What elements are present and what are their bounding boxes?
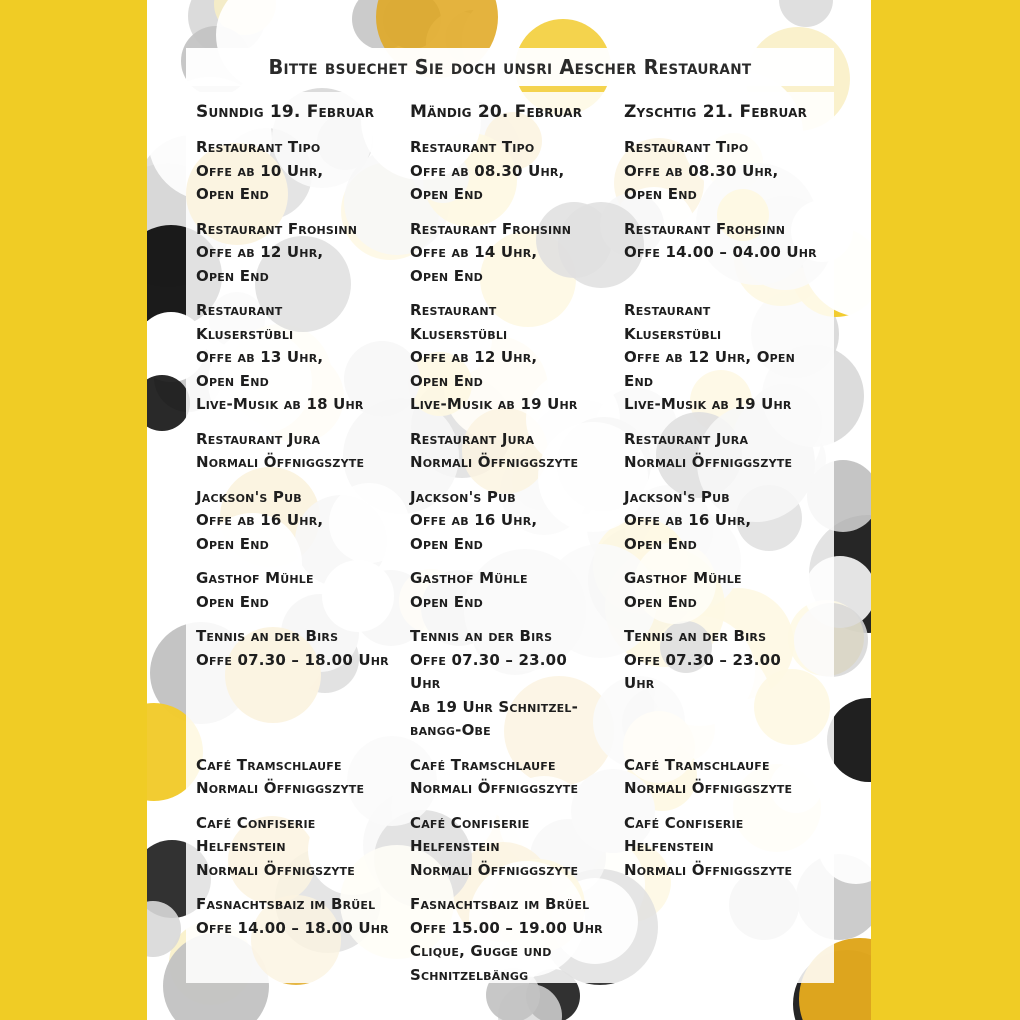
venue-detail: Open End — [624, 534, 697, 553]
venue-detail: Offe ab 13 Uhr, — [196, 348, 324, 366]
venue-detail: Kluserstübli — [410, 324, 508, 343]
menu-cell — [196, 893, 396, 987]
menu-cell — [410, 428, 610, 475]
venue-detail: bangg-Obe — [410, 721, 491, 739]
venue-detail: Ab 19 Uhr Schnitzel- — [410, 697, 578, 716]
venue-detail: Open End — [410, 371, 483, 390]
menu-cell — [624, 218, 824, 289]
venue-detail: Offe 15.00 – 19.00 Uhr — [410, 918, 603, 937]
menu-cell — [410, 625, 610, 743]
venue-detail: Offe 07.30 – 18.00 Uhr — [196, 650, 389, 669]
venue-detail: Offe ab 16 Uhr, — [624, 511, 752, 529]
venue-name: Café Tramschlaufe — [196, 755, 342, 774]
venue-detail: Offe ab 12 Uhr, Open — [624, 348, 796, 366]
menu-cell — [196, 754, 396, 801]
venue-name: Fasnachtsbaiz im Brüel — [196, 895, 376, 913]
venue-detail: Open End — [624, 592, 697, 611]
venue-detail: Clique, Gugge und — [410, 942, 552, 960]
venue-name: Restaurant Jura — [624, 429, 749, 448]
menu-cell — [196, 567, 396, 614]
venue-detail: Normali Öffniggszyte — [624, 453, 793, 471]
venue-detail: Normali Öffniggszyte — [410, 860, 579, 879]
menu-cell — [624, 893, 824, 987]
venue-detail: Offe 14.00 – 04.00 Uhr — [624, 243, 817, 261]
venue-name: Tennis an der Birs — [196, 627, 339, 645]
venue-detail: Open End — [196, 592, 269, 611]
venue-detail: Offe 14.00 – 18.00 Uhr — [196, 918, 389, 937]
venue-detail: Open End — [624, 185, 697, 203]
venue-detail: Open End — [196, 371, 269, 390]
venue-detail: Uhr — [410, 674, 441, 692]
menu-cell — [410, 218, 610, 289]
venue-detail: Offe 07.30 – 23.00 — [624, 650, 781, 669]
venue-name: Café Confiserie — [410, 813, 530, 832]
venue-name: Jackson's Pub — [196, 487, 302, 506]
venue-name: Restaurant Frohsinn — [624, 219, 786, 238]
menu-cell — [196, 625, 396, 743]
venue-detail: Offe ab 16 Uhr, — [410, 511, 538, 529]
venue-name: Tennis an der Birs — [410, 627, 553, 645]
day-header-sunndig: Sunndig 19. Februar — [196, 102, 375, 122]
venue-detail: Open End — [410, 266, 483, 285]
venue-detail: Uhr — [624, 674, 655, 692]
venue-detail: Normali Öffnigszyte — [196, 860, 355, 879]
menu-cell — [196, 486, 396, 557]
menu-cell — [624, 812, 824, 883]
venue-name: Jackson's Pub — [410, 487, 516, 506]
venue-detail: Offe ab 16 Uhr, — [196, 511, 324, 529]
venue-detail: Open End — [196, 266, 269, 285]
venue-detail: Live-Musik ab 19 Uhr — [624, 395, 792, 413]
venue-name: Restaurant Frohsinn — [196, 219, 358, 238]
day-headers — [196, 102, 824, 122]
venue-detail: Kluserstübli — [624, 324, 722, 343]
venue-name: Café Tramschlaufe — [410, 755, 556, 774]
venue-detail: Offe ab 10 Uhr, — [196, 161, 324, 180]
venue-detail: End — [624, 371, 654, 390]
menu-cell — [410, 812, 610, 883]
menu-cell — [196, 218, 396, 289]
menu-cell — [624, 299, 824, 417]
venue-detail: Live-Musik ab 19 Uhr — [410, 395, 578, 413]
venue-detail: Offe ab 14 Uhr, — [410, 243, 538, 261]
venue-detail: Offe ab 12 Uhr, — [410, 348, 538, 366]
title-bar — [186, 48, 834, 86]
venue-name: Restaurant — [196, 301, 283, 319]
venue-name: Restaurant Tipo — [410, 138, 535, 156]
venue-detail: Live-Musik ab 18 Uhr — [196, 395, 364, 413]
menu-cell — [196, 428, 396, 475]
venue-name: Jackson's Pub — [624, 487, 730, 506]
venue-name: Tennis an der Birs — [624, 627, 767, 645]
venue-name: Gasthof Mühle — [410, 569, 528, 587]
venue-detail: Open End — [410, 534, 483, 553]
venue-name: Café Confiserie — [624, 813, 744, 832]
menu-cell — [410, 567, 610, 614]
menu-cell — [410, 299, 610, 417]
day-header-maendig: Mändig 20. Februar — [410, 102, 583, 122]
menu-cell — [410, 754, 610, 801]
venue-name: Restaurant — [624, 301, 711, 319]
venue-detail: Normali Öffniggszyte — [196, 453, 365, 471]
menu-panel — [186, 92, 834, 983]
venue-name: Gasthof Mühle — [624, 569, 742, 587]
menu-cell — [624, 136, 824, 207]
venue-name: Restaurant Jura — [196, 429, 321, 448]
menu-cell — [410, 486, 610, 557]
menu-cell — [196, 299, 396, 417]
menu-rows — [196, 136, 824, 987]
menu-cell — [624, 754, 824, 801]
venue-detail: Kluserstübli — [196, 324, 294, 343]
venue-name: Restaurant Frohsinn — [410, 219, 572, 238]
venue-detail: Normali Öffniggszyte — [196, 779, 365, 797]
menu-cell — [196, 136, 396, 207]
venue-detail: Offe ab 08.30 Uhr, — [624, 161, 779, 180]
venue-detail: Helfenstein — [624, 837, 714, 855]
venue-detail: Schnitzelbängg — [410, 965, 529, 984]
venue-detail: Open End — [410, 185, 483, 203]
menu-cell — [410, 893, 610, 987]
menu-cell — [410, 136, 610, 207]
menu-cell — [624, 567, 824, 614]
venue-detail: Open End — [410, 592, 483, 611]
venue-name: Restaurant Tipo — [624, 138, 749, 156]
venue-detail: Normali Öffniggszyte — [624, 779, 793, 797]
venue-name: Restaurant — [410, 301, 497, 319]
venue-detail: Offe ab 08.30 Uhr, — [410, 161, 565, 180]
poster-title: Bitte bsuechet Sie doch unsri Aescher Restaurant — [268, 55, 752, 79]
venue-name: Café Confiserie — [196, 813, 316, 832]
venue-detail: Offe 07.30 – 23.00 — [410, 650, 567, 669]
venue-detail: Open End — [196, 185, 269, 203]
venue-detail: Open End — [196, 534, 269, 553]
venue-name: Gasthof Mühle — [196, 569, 314, 587]
menu-cell — [196, 812, 396, 883]
venue-name: Fasnachtsbaiz im Brüel — [410, 895, 590, 913]
venue-detail: Normali Öffniggszyte — [624, 860, 793, 879]
venue-name: Restaurant Jura — [410, 429, 535, 448]
venue-detail: Helfenstein — [410, 837, 500, 855]
venue-name: Restaurant Tipo — [196, 138, 321, 156]
venue-detail: Normali Öffniggszyte — [410, 779, 579, 797]
venue-detail: Normali Öffniggszyte — [410, 453, 579, 471]
venue-name: Café Tramschlaufe — [624, 755, 770, 774]
menu-cell — [624, 625, 824, 743]
day-header-zyschtig: Zyschtig 21. Februar — [624, 102, 808, 122]
menu-cell — [624, 428, 824, 475]
venue-detail: Helfenstein — [196, 837, 286, 855]
menu-cell — [624, 486, 824, 557]
venue-detail: Offe ab 12 Uhr, — [196, 243, 324, 261]
